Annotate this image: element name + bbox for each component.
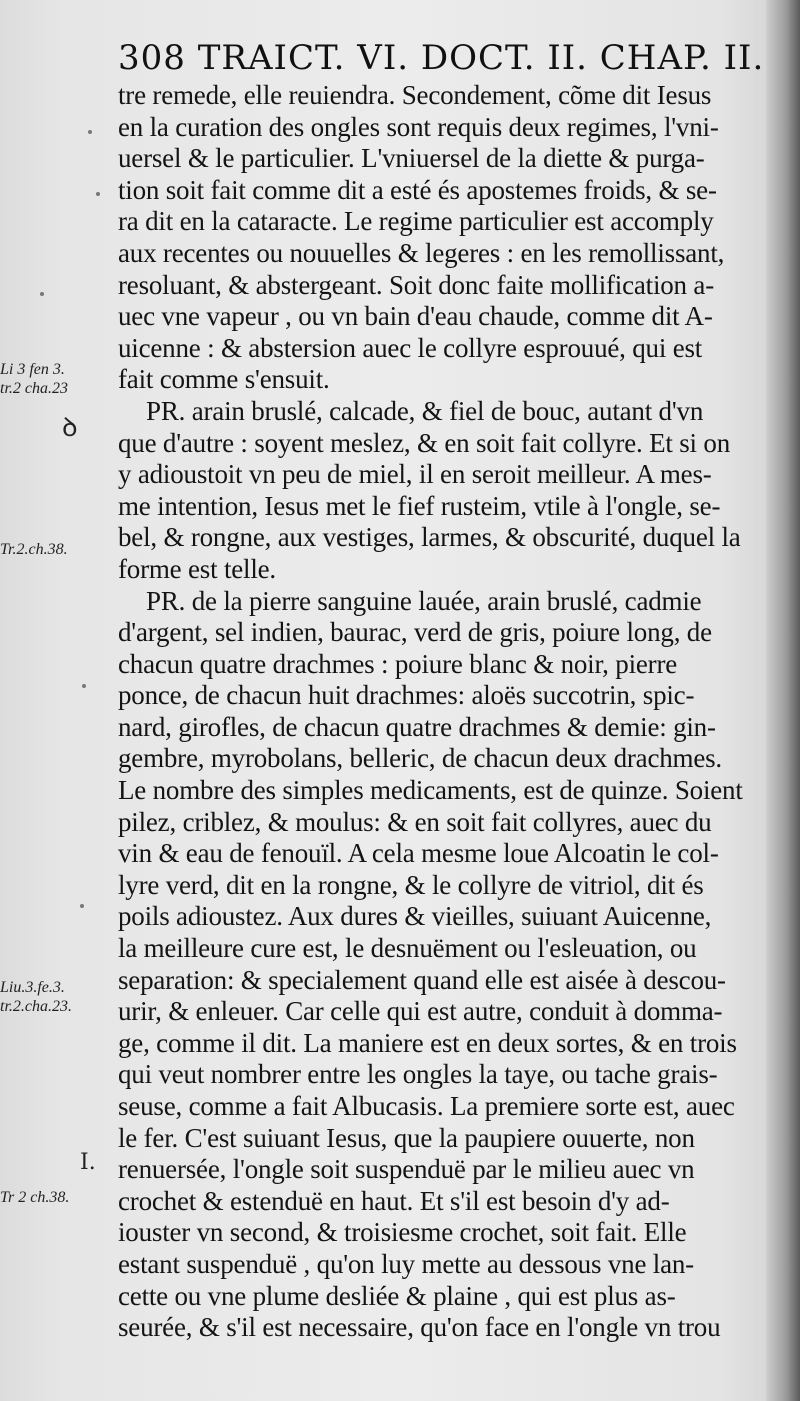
section-numeral: I. <box>80 1150 96 1175</box>
text-line: fait comme s'ensuit. <box>118 364 330 395</box>
text-line: resoluant, & abstergeant. Soit donc faite mollification a- <box>118 269 714 300</box>
text-line: lyre verd, dit en la rongne, & le collyre de vitriol, dit és <box>118 869 704 900</box>
text-line: seuse, comme a fait Albucasis. La premiere sorte est, auec <box>118 1091 735 1121</box>
text-line: forme est telle. <box>118 553 276 584</box>
text-line: PR. arain bruslé, calcade, & fiel de bouc, autant d'vn <box>146 395 704 426</box>
text-line: iouster vn second, & troisiesme crochet, soit fait. Elle <box>118 1217 687 1248</box>
margin-note-line: Tr 2 ch.38. <box>0 1189 70 1206</box>
text-line: uersel & le particulier. L'vniuersel de la diette & purga- <box>118 143 705 174</box>
text-line: le fer. C'est suiuant Iesus, que la paupiere ouuerte, non <box>118 1122 695 1153</box>
text-line: estant suspenduë , qu'on luy mette au dessous vne lan- <box>118 1248 694 1279</box>
text-line: uicenne : & abstersion auec le collyre esprouué, qui est <box>118 332 703 363</box>
text-line: uec vne vapeur , ou vn bain d'eau chaude, comme dit A- <box>118 301 713 332</box>
margin-note <box>0 978 72 1016</box>
margin-note-line: Tr.2.ch.38. <box>0 541 68 558</box>
text-line: me intention, Iesus met le fief rusteim, vtile à l'ongle, se- <box>118 490 721 521</box>
text-line: cette ou vne plume desliée & plaine , qui est plus as- <box>118 1280 676 1311</box>
text-line: gembre, myrobolans, belleric, de chacun deux drachmes. <box>118 743 722 774</box>
page-edge-shadow <box>766 0 800 1401</box>
paper-speck <box>80 904 84 908</box>
running-head: 308 TRAICT. VI. DOCT. II. CHAP. II. <box>118 38 765 78</box>
paper-speck <box>96 192 100 196</box>
recipe-symbol: ꝺ <box>62 413 78 443</box>
text-line: ponce, de chacun huit drachmes: aloës succotrin, spic- <box>118 680 695 711</box>
text-line: tion soit fait comme dit a esté és apostemes froids, & se- <box>118 174 717 205</box>
text-line: tre remede, elle reuiendra. Secondement, cõme dit Iesus <box>118 80 712 110</box>
text-line: d'argent, sel indien, baurac, verd de gris, poiure long, de <box>118 617 712 648</box>
text-line: nard, girofles, de chacun quatre drachmes & demie: gin- <box>118 711 716 742</box>
text-line: qui veut nombrer entre les ongles la taye, ou tache grais- <box>118 1059 718 1090</box>
text-line: bel, & rongne, aux vestiges, larmes, & obscurité, duquel la <box>118 522 741 553</box>
margin-note-line: Liu.3.fe.3. <box>0 979 65 996</box>
text-line: y adioustoit vn peu de miel, il en seroit meilleur. A mes- <box>118 459 712 490</box>
paper-speck <box>40 292 44 296</box>
text-line: seurée, & s'il est necessaire, qu'on face en l'ongle vn trou <box>118 1312 721 1343</box>
paper-speck <box>88 130 92 134</box>
margin-note-line: tr.2.cha.23. <box>0 998 72 1015</box>
margin-note-line: Li 3 fen 3. <box>0 361 65 378</box>
text-line: la meilleure cure est, le desnuëment ou l'esleuation, ou <box>118 933 697 964</box>
text-line: crochet & estenduë en haut. Et s'il est besoin d'y ad- <box>118 1185 670 1216</box>
margin-note-line: tr.2 cha.23 <box>0 380 68 397</box>
text-line: ge, comme il dit. La maniere est en deux sortes, & en trois <box>118 1027 737 1058</box>
paper-speck <box>82 684 86 688</box>
text-line: ra dit en la cataracte. Le regime particulier est accomply <box>118 206 714 237</box>
text-line: poils adioustez. Aux dures & vieilles, suiuant Auicenne, <box>118 901 712 932</box>
text-line: pilez, criblez, & moulus: & en soit fait collyres, auec du <box>118 806 712 837</box>
body-text <box>118 80 743 1344</box>
text-line: PR. de la pierre sanguine lauée, arain bruslé, cadmie <box>146 585 702 616</box>
text-line: renuersée, l'ongle soit suspenduë par le milieu auec vn <box>118 1154 695 1185</box>
text-line: vin & eau de fenouïl. A cela mesme loue Alcoatin le col- <box>118 838 719 869</box>
text-line: chacun quatre drachmes : poiure blanc & noir, pierre <box>118 648 678 679</box>
text-line: aux recentes ou nouuelles & legeres : en les remollissant, <box>118 237 725 268</box>
margin-note <box>0 1188 69 1207</box>
text-line: separation: & specialement quand elle est aisée à descou- <box>118 964 726 995</box>
text-line: que d'autre : soyent meslez, & en soit fait collyre. Et si on <box>118 427 731 458</box>
text-line: urir, & enleuer. Car celle qui est autre, conduit à domma- <box>118 996 723 1027</box>
margin-note <box>0 540 68 559</box>
margin-note <box>0 360 68 398</box>
text-line: en la curation des ongles sont requis deux regimes, l'vni- <box>118 111 719 142</box>
text-line: Le nombre des simples medicaments, est de quinze. Soient <box>118 775 743 806</box>
